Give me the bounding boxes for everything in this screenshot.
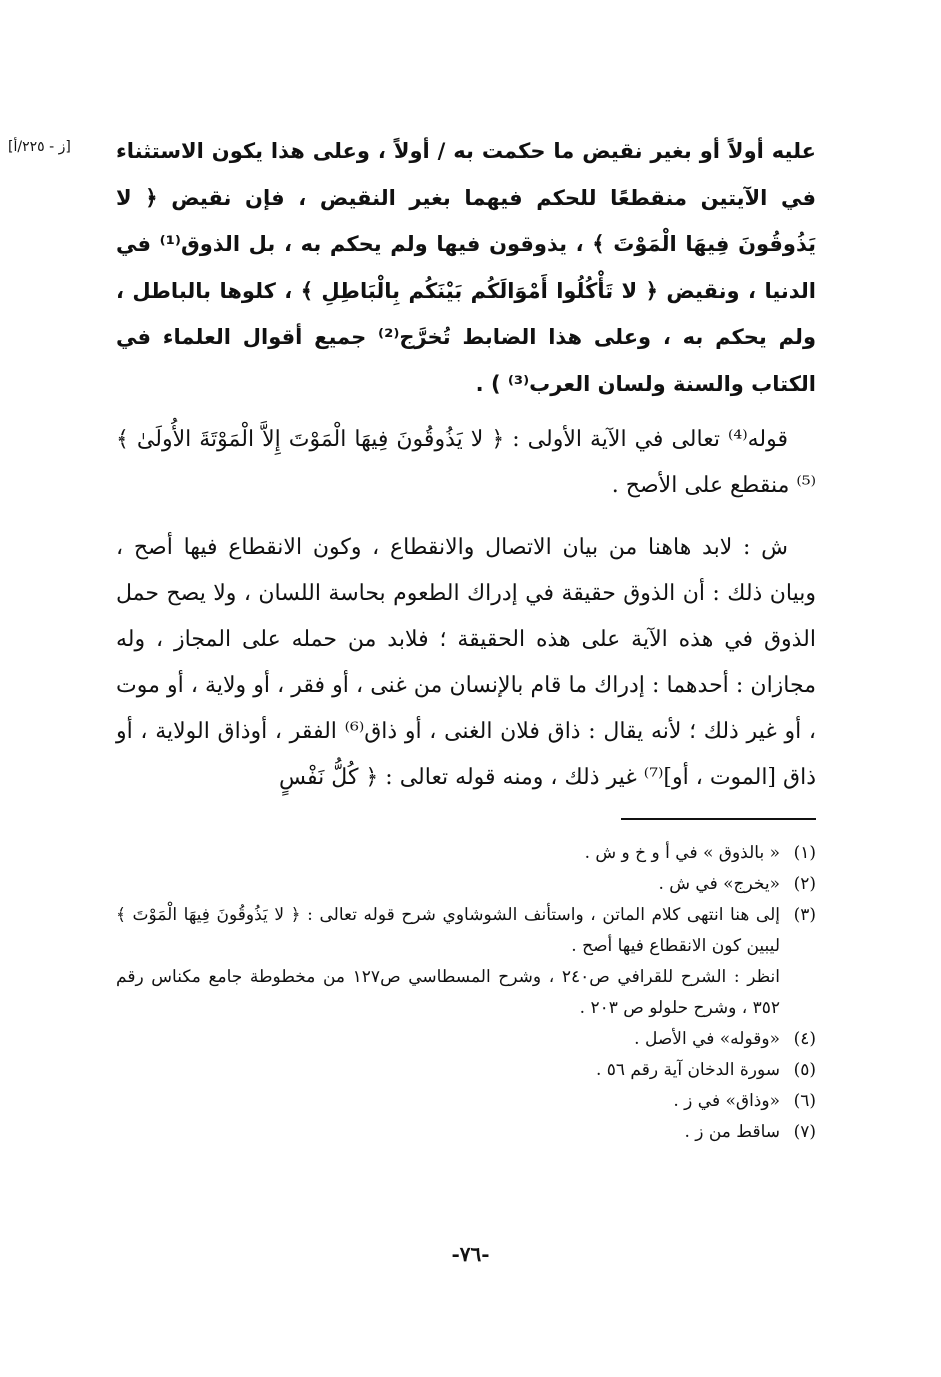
footnote-item	[116, 900, 816, 1024]
footnote-divider	[621, 818, 816, 820]
footnote-number: (٧)	[793, 1122, 816, 1142]
footnote-number: (٣)	[793, 905, 816, 925]
footnote-item	[116, 838, 816, 869]
footnote-text: «وذاق» في ز .	[673, 1091, 780, 1111]
margin-reference: [ز - ٢٢٥/أ]	[8, 139, 71, 155]
footnote-number: (١)	[793, 843, 816, 863]
paragraph-sharh: ش : لابد هاهنا من بيان الاتصال والانقطاع ، وكون الانقطاع فيها أصح ، وبيان ذلك : أن الذوق حقيقة في إدراك الطعوم بحاسة اللسان ، ولا يصح حمل الذوق في هذه الآية على هذه الحقيقة ؛ فلابد من حمله على المجاز ، وله مجازان : أحدهما : إدراك ما قام بالإنسان من غنى ، أو فقر ، أو ولاية ، أو موت ، أو غير ذلك ؛ لأنه يقال : ذاق فلان الغنى ، أو ذاق⁽⁶⁾ الفقر ، أوذاق الولاية ، أو ذاق [الموت ، أو]⁽⁷⁾ غير ذلك ، ومنه قوله تعالى : ﴿ كُلُّ نَفْسٍ	[116, 535, 816, 790]
footnote-text: ساقط من ز .	[684, 1122, 780, 1142]
footnote-subtext: انظر : الشرح للقرافي ص٢٤٠ ، وشرح المسطاسي ص١٢٧ من مخطوطة جامع مكناس رقم ٣٥٢ ، وشرح حلولو ص ٢٠٣ .	[116, 967, 780, 1018]
footnote-item	[116, 1055, 816, 1086]
footnote-text: «وقوله» في الأصل .	[634, 1029, 780, 1049]
footnote-item	[116, 1024, 816, 1055]
footnote-text: «يخرج» في ش .	[658, 874, 780, 894]
footnote-item	[116, 1086, 816, 1117]
footnote-number: (٤)	[793, 1029, 816, 1049]
page-number: -٧٦-	[451, 1242, 490, 1266]
paragraph-matn: قوله⁽⁴⁾ تعالى في الآية الأولى : ﴿ لا يَذُوقُونَ فِيهَا الْمَوْتَ إِلاَّ الْمَوْتَةَ الأُولَىٰ ﴾⁽⁵⁾ منقطع على الأصح .	[116, 427, 816, 498]
footnote-item	[116, 1117, 816, 1148]
footnote-number: (٦)	[793, 1091, 816, 1111]
footnote-number: (٢)	[793, 874, 816, 894]
footnote-text: سورة الدخان آية رقم ٥٦ .	[595, 1060, 780, 1080]
paragraph-commentary: عليه أولاً أو بغير نقيض ما حكمت به / أولاً ، وعلى هذا يكون الاستثناء في الآيتين منقطعًا للحكم فيهما بغير النقيض ، فإن نقيض ﴿ لا يَذُوقُونَ فِيهَا الْمَوْتَ ﴾ ، يذوقون فيها ولم يحكم به ، بل الذوق⁽¹⁾ في الدنيا ، ونقيض ﴿ لا تَأْكُلُوا أَمْوَالَكُم بَيْنَكُم بِالْبَاطِلِ ﴾ ، كلوها بالباطل ، ولم يحكم به ، وعلى هذا الضابط تُخرَّج⁽²⁾ جميع أقوال العلماء في الكتاب والسنة ولسان العرب⁽³⁾ ) .	[116, 139, 816, 396]
main-text	[116, 128, 816, 801]
footnote-text: « بالذوق » في أ و خ و ش .	[584, 843, 780, 863]
footnotes-list	[116, 838, 816, 1148]
footnote-item	[116, 869, 816, 900]
footnote-number: (٥)	[793, 1060, 816, 1080]
footnote-text: إلى هنا انتهى كلام الماتن ، واستأنف الشوشاوي شرح قوله تعالى : ﴿ لا يَذُوقُونَ فِيهَا الْمَوْتَ ﴾ ليبين كون الانقطاع فيها أصح .	[116, 905, 780, 956]
